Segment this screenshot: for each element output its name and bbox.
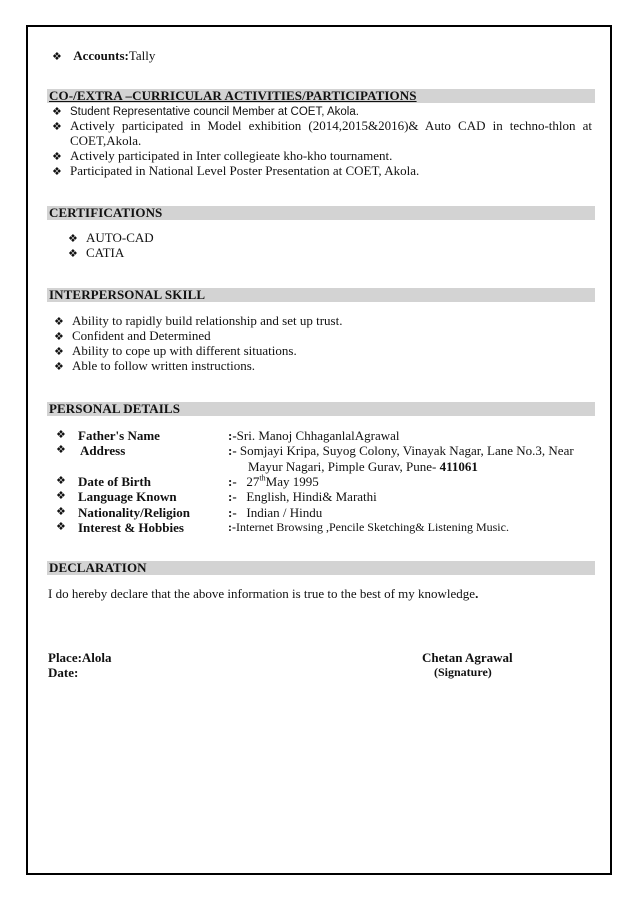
personal-details-heading: PERSONAL DETAILS: [47, 402, 595, 416]
signatory-name: Chetan Agrawal: [422, 650, 513, 665]
address-value-line1: :- Somjayi Kripa, Suyog Colony, Vinayak Nagar, Lane No.3, Near: [228, 443, 574, 458]
list-item: ❖ Student Representative council Member at COET, Akola.: [52, 106, 359, 118]
interests-label: Interest & Hobbies: [78, 520, 184, 535]
bullet-icon: ❖: [52, 106, 62, 118]
list-item: ❖ AUTO-CAD: [68, 230, 154, 245]
fathers-name-label: Father's Name: [78, 428, 160, 443]
address-label: Address: [80, 443, 126, 458]
bullet-icon: ❖: [68, 233, 78, 245]
bullet-icon: ❖: [54, 361, 64, 373]
language-label: Language Known: [78, 489, 177, 504]
list-item: ❖ Ability to cope up with different situations.: [54, 343, 297, 358]
bullet-icon: ❖: [56, 521, 66, 533]
bullet-icon: ❖: [52, 51, 62, 63]
accounts-row: [52, 48, 155, 65]
bullet-icon: ❖: [56, 506, 66, 518]
declaration-text: I do hereby declare that the above information is true to the best of my knowledge.: [48, 586, 479, 601]
list-item: ❖ CATIA: [68, 245, 125, 260]
date-label: Date:: [48, 665, 79, 680]
bullet-icon: ❖: [54, 316, 64, 328]
bullet-icon: ❖: [52, 151, 62, 163]
list-item: ❖ Ability to rapidly build relationship and set up trust.: [54, 313, 343, 328]
fathers-name-value: :-Sri. Manoj ChhaganlalAgrawal: [228, 428, 400, 443]
language-value: :- English, Hindi& Marathi: [228, 489, 377, 504]
declaration-heading: DECLARATION: [47, 561, 595, 575]
accounts-label: Accounts:: [73, 48, 129, 63]
bullet-icon: ❖: [56, 475, 66, 487]
list-item: ❖ Able to follow written instructions.: [54, 358, 256, 373]
bullet-icon: ❖: [56, 444, 66, 456]
nationality-label: Nationality/Religion: [78, 505, 190, 520]
bullet-icon: ❖: [54, 346, 64, 358]
address-value-line2: Mayur Nagari, Pimple Gurav, Pune- 411061: [248, 459, 478, 474]
certifications-heading: CERTIFICATIONS: [47, 206, 595, 220]
list-item: ❖ Actively participated in Model exhibition (2014,2015&2016)& Auto CAD in techno-thlon at: [52, 118, 592, 133]
list-item: ❖ Actively participated in Inter collegieate kho-kho tournament.: [52, 148, 393, 163]
nationality-value: :- Indian / Hindu: [228, 505, 323, 520]
list-item: ❖ Participated in National Level Poster Presentation at COET, Akola.: [52, 163, 420, 178]
co-curricular-heading: CO-/EXTRA –CURRICULAR ACTIVITIES/PARTICIPATIONS: [47, 89, 595, 103]
bullet-icon: ❖: [56, 429, 66, 441]
list-item-continuation: COET,Akola.: [70, 133, 142, 148]
accounts-value: Tally: [128, 48, 156, 63]
bullet-icon: ❖: [54, 331, 64, 343]
interests-value: :-Internet Browsing ,Pencile Sketching& Listening Music.: [228, 520, 509, 534]
bullet-icon: ❖: [52, 166, 62, 178]
bullet-icon: ❖: [52, 121, 62, 133]
bullet-icon: ❖: [56, 490, 66, 502]
list-item: ❖ Confident and Determined: [54, 328, 211, 343]
place-row: Place:Alola: [48, 650, 112, 665]
dob-value: :- 27thMay 1995: [228, 473, 319, 489]
dob-label: Date of Birth: [78, 474, 151, 489]
signature-label: (Signature): [434, 665, 492, 679]
bullet-icon: ❖: [68, 248, 78, 260]
interpersonal-heading: INTERPERSONAL SKILL: [47, 288, 595, 302]
